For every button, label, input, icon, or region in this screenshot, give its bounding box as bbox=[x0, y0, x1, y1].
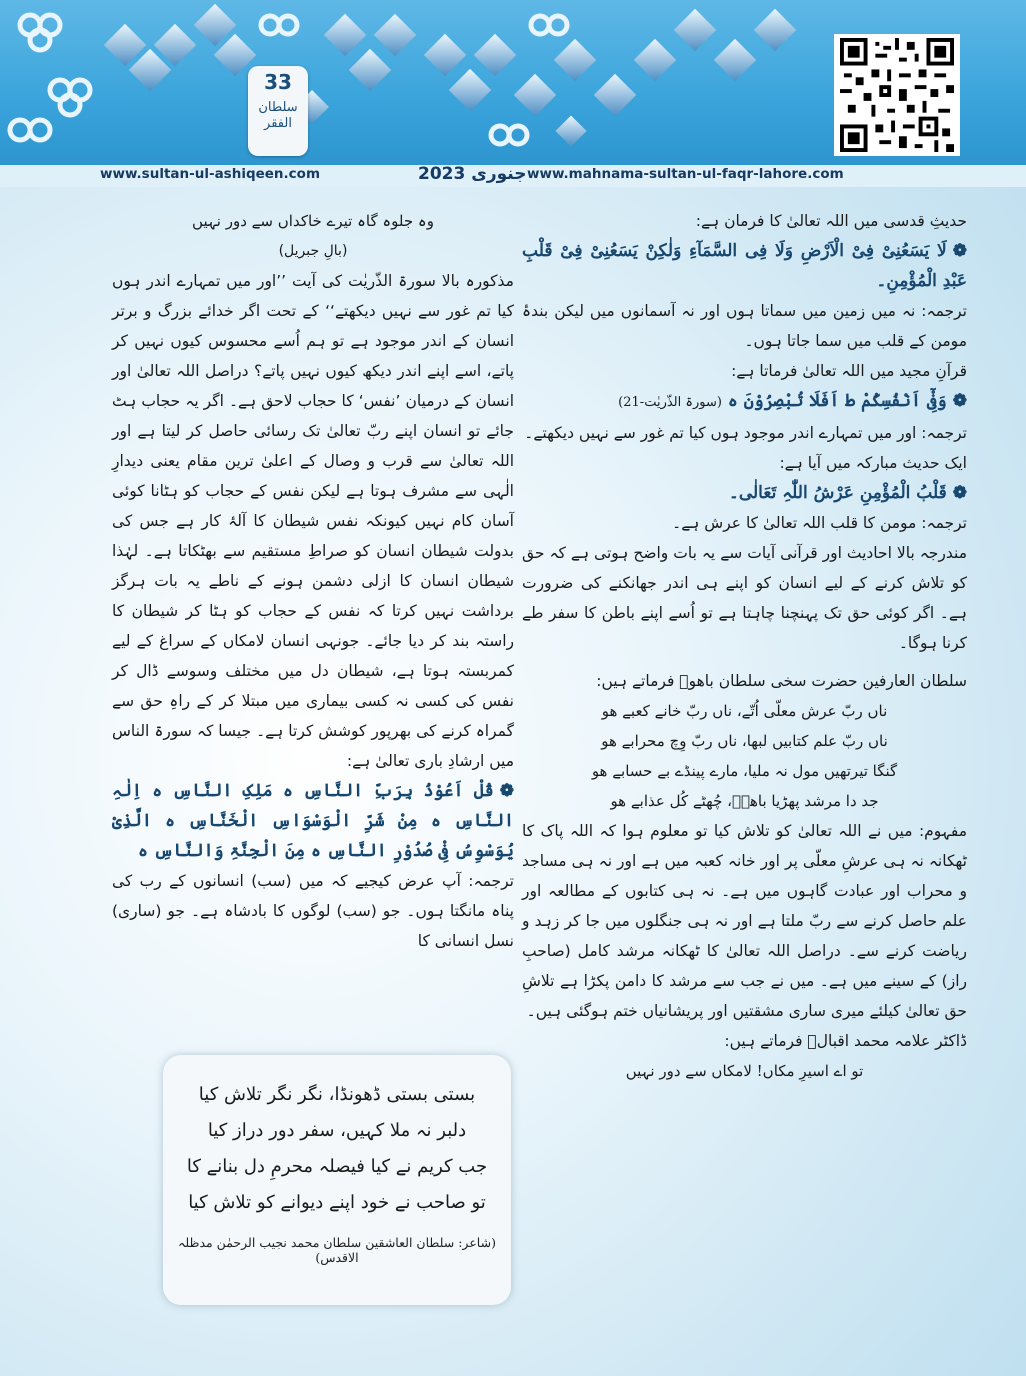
flower-bullet-icon: ❁ bbox=[499, 781, 514, 801]
bahoo-poem-line-2: ناں ربّ علم کتابیں لبھا، ناں ربّ وِچ محرابے ھو bbox=[601, 732, 888, 750]
bahoo-poem-line-4: جد دا مرشد پھڑیا باھوؒ، چُھٹے کُل عذابے ھو bbox=[610, 792, 879, 810]
decorative-pattern bbox=[0, 0, 830, 165]
bahoo-poem-line-1: ناں ربّ عرش معلّی اُتّے، ناں ربّ خانے کعبے ھو bbox=[601, 702, 888, 720]
iqbal-intro: ڈاکٹر علامہ محمد اقبالؒ فرماتے ہیں: bbox=[724, 1032, 967, 1050]
poem-box-line-1: بستی بستی ڈھونڈا، نگر نگر تلاش کیا bbox=[198, 1084, 476, 1105]
bahoo-poem-line-3: گنگا تیرتھیں مول نہ ملیا، مارے پینڈے بے حسابے ھو bbox=[591, 762, 898, 780]
left-column bbox=[112, 206, 514, 956]
translation-2: ترجمہ: اور میں تمہارے اندر موجود ہوں کیا تم غور سے نہیں دیکھتے۔ bbox=[524, 424, 967, 442]
website-url-left[interactable]: www.sultan-ul-ashiqeen.com bbox=[100, 166, 321, 182]
quran-arabic: وَفِیْٓ اَنْفُسِکُمْ ط اَفَلَا تُبْصِرُوْنَ ہ bbox=[727, 391, 947, 411]
hadith2-arabic: قَلْبُ الْمُؤْمِنِ عَرْشُ اللّٰہِ تَعَالٰی۔ bbox=[728, 483, 947, 503]
poem-box bbox=[163, 1055, 511, 1305]
iqbal-verse-2: وہ جلوہ گاہ تیرے خاکداں سے دور نہیں bbox=[192, 212, 434, 230]
website-url-right[interactable]: www.mahnama-sultan-ul-faqr-lahore.com bbox=[527, 166, 844, 182]
quran-reference: (سورۃ الذّریٰت-21) bbox=[618, 395, 722, 410]
mafhoom-paragraph: مفہوم: میں نے اللہ تعالیٰ کو تلاش کیا تو معلوم ہوا کہ اللہ پاک کا ٹھکانہ نہ ہی عرشِ معلّی پر اور خانہ کعبہ میں ہے اور نہ ہی مساجد و محراب اور عبادت گاہوں میں ہے۔ نہ ہی کتابوں کے مطالعہ اور علم حاصل کرنے سے ربّ ملتا ہے اور نہ ہی جنگلوں میں جا کر زہد و ریاضت کرنے سے۔ دراصل اللہ تعالیٰ کا ٹھکانہ مرشد کامل (صاحبِ راز) کے سینے میں ہے۔ میں نے جب سے مرشد کا دامن پکڑا ہے تلاشِ حق تعالیٰ کیلئے میری ساری مشقتیں اور پریشانیاں ختم ہوگئی ہیں۔ bbox=[522, 822, 967, 1020]
flower-bullet-icon: ❁ bbox=[952, 391, 967, 411]
magazine-header bbox=[0, 0, 1026, 165]
magazine-logo bbox=[248, 66, 308, 156]
hadith2-intro: ایک حدیث مبارکہ میں آیا ہے: bbox=[779, 454, 967, 472]
iqbal-source: (بالِ جبریل) bbox=[278, 243, 348, 259]
bahoo-intro: سلطان العارفین حضرت سخی سلطان باھوؒ فرماتے ہیں: bbox=[596, 672, 967, 690]
left-translation: ترجمہ: آپ عرض کیجیے کہ میں (سب) انسانوں کے رب کی پناہ مانگتا ہوں۔ جو (سب) لوگوں کا بادشاہ ہے۔ جو (ساری) نسل انسانی کا bbox=[112, 872, 514, 950]
poem-box-line-4: تو صاحب نے خود اپنے دیوانے کو تلاش کیا bbox=[188, 1192, 486, 1213]
paragraph-1: مندرجہ بالا احادیث اور قرآنی آیات سے یہ بات واضح ہوتی ہے کہ حق کو تلاش کرنے کے لیے انسان کو اپنے ہی اندر جھانکنے کی ضرورت ہے۔ اگر کوئی حق تک پہنچنا چاہتا ہے تو اُسے اپنے باطن کا سفر طے کرنا ہوگا۔ bbox=[522, 544, 967, 652]
surah-nas-arabic: قُلْ اَعُوْذُ بِرَبِّ النَّاسِ ہ مَلِکِ النَّاسِ ہ اِلٰہِ النَّاسِ ہ مِنْ شَرِّ الْوَسْوَاسِ الْخَنَّاسِ ہ الَّذِیْ یُوَسْوِسُ فِیْ صُدُوْرِ النَّاسِ ہ مِنَ الْجِنَّۃِ وَالنَّاسِ ہ bbox=[112, 781, 514, 861]
page-number: 33 bbox=[264, 70, 292, 94]
flower-bullet-icon: ❁ bbox=[952, 483, 967, 503]
poet-credit: (شاعر: سلطان العاشقین سلطان محمد نجیب الرحمٰن مدظلہ الاقدس) bbox=[178, 1235, 496, 1265]
iqbal-verse-1: تو اے اسیرِ مکاں! لامکاں سے دور نہیں bbox=[625, 1062, 864, 1080]
magazine-name: سلطان الفقر bbox=[258, 100, 298, 131]
hadith-intro: حدیثِ قدسی میں اللہ تعالیٰ کا فرمان ہے: bbox=[695, 212, 967, 230]
flower-bullet-icon: ❁ bbox=[952, 241, 967, 261]
quran-intro: قرآنِ مجید میں اللہ تعالیٰ فرماتا ہے: bbox=[731, 362, 967, 380]
hadith-arabic: لَا یَسَعُنِیْ فِیْ الْاَرْضِ وَلَا فِی السَّمَآءِ وَلٰکِنْ یَسَعُنِیْ فِیْ قَلْبِ عَبْدِ الْمُؤْمِنِ۔ bbox=[522, 241, 967, 291]
left-paragraph: مذکورہ بالا سورۃ الذّریٰت کی آیت ’’اور میں تمہارے اندر ہوں کیا تم غور سے نہیں دیکھتے‘‘ کے تحت اگر خدائے بزرگ و برتر انسان کے اندر موجود ہے تو ہم اُسے محسوس کیوں نہیں کر پاتے، اسے اپنے اندر دیکھ کیوں نہیں پاتے؟ دراصل اللہ تعالیٰ اور انسان کے درمیان ’نفس‘ کا حجاب لاحق ہے۔ اگر یہ حجاب ہٹ جائے تو انسان اپنے ربّ تعالیٰ تک رسائی حاصل کر لیتا ہے اور اللہ تعالیٰ سے قرب و وصال کے اعلیٰ ترین مقام یعنی دیدارِ الٰہی سے مشرف ہوتا ہے لیکن نفس کے حجاب کو ہٹانا کوئی آسان کام نہیں کیونکہ نفس شیطان کا آلۂ کار ہے جس کی بدولت شیطان انسان کو صراطِ مستقیم سے بھٹکاتا ہے۔ لہٰذا شیطان انسان کا ازلی دشمن ہونے کے ناطے یہ بات ہرگز برداشت نہیں کرتا کہ نفس کے حجاب کو ہٹا کر شیطان کا راستہ بند کر دیا جائے۔ جونہی انسان لامکاں کے سراغ کے لیے کمربستہ ہوتا ہے، شیطان دل میں مختلف وسوسے ڈال کر نفس کی کسی نہ کسی بیماری میں مبتلا کر کے راہِ حق سے گمراہ کرنے کی بھرپور کوشش کرتا ہے۔ جیسا کہ سورۃ الناس میں ارشادِ باری تعالیٰ ہے: bbox=[112, 272, 514, 770]
issue-date: جنوری 2023 bbox=[418, 164, 527, 184]
translation-3: ترجمہ: مومن کا قلب اللہ تعالیٰ کا عرش ہے۔ bbox=[672, 514, 967, 532]
translation-1: ترجمہ: نہ میں زمین میں سماتا ہوں اور نہ آسمانوں میں لیکن بندۂ مومن کے قلب میں سما جاتا ہوں۔ bbox=[522, 302, 967, 350]
right-column bbox=[522, 206, 967, 1086]
qr-code-icon bbox=[838, 38, 956, 152]
poem-box-line-2: دلبر نہ ملا کہیں، سفر دور دراز کیا bbox=[207, 1120, 467, 1141]
poem-box-line-3: جب کریم نے کیا فیصلہ محرمِ دل بنانے کا bbox=[186, 1156, 488, 1177]
qr-code bbox=[834, 34, 960, 156]
